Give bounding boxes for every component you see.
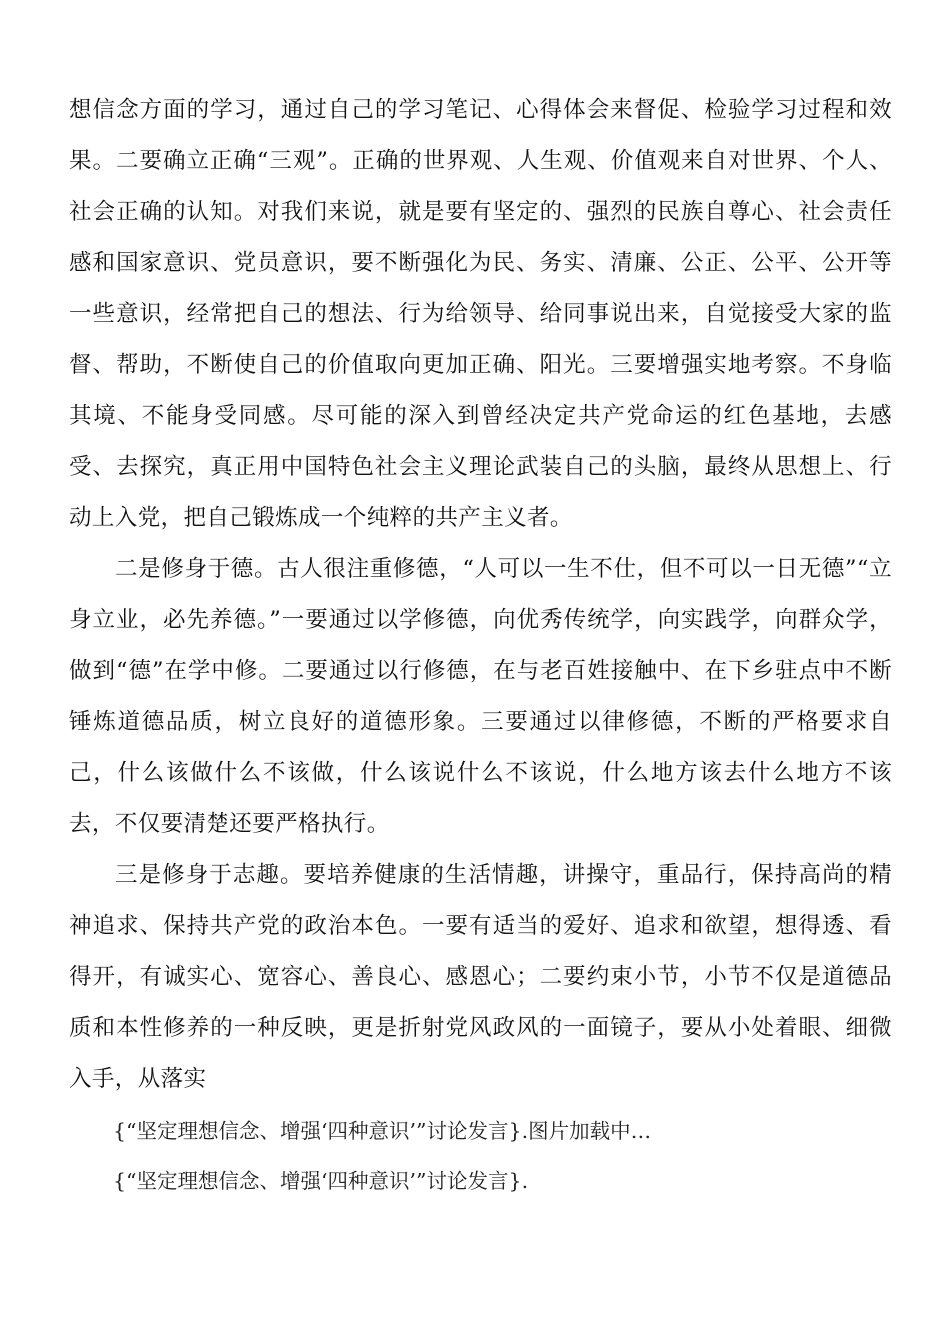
body-paragraph-continuation: 想信念方面的学习，通过自己的学习笔记、心得体会来督促、检验学习过程和效果。二要确立正确“三观”。正确的世界观、人生观、价值观来自对世界、个人、社会正确的认知。对我们来说，就是要有坚定的、强烈的民族自尊心、社会责任感和国家意识、党员意识，要不断强化为民、务实、清廉、公正、公平、公开等一些意识，经常把自己的想法、行为给领导、给同事说出来，自觉接受大家的监督、帮助，不断使自己的价值取向更加正确、阳光。三要增强实地考察。不身临其境、不能身受同感。尽可能的深入到曾经决定共产党命运的红色基地，去感受、去探究，真正用中国特色社会主义理论武装自己的头脑，最终从思想上、行动上入党，把自己锻炼成一个纯粹的共产主义者。 [69,97,892,531]
reference-line-loading: {“坚定理想信念、增强‘四种意识’”讨论发言}.图片加载中… [113,1119,652,1143]
body-paragraph-interest: 三是修身于志趣。要培养健康的生活情趣，讲操守，重品行，保持高尚的精神追求、保持共产党的政治本色。一要有适当的爱好、追求和欲望，想得透、看得开，有诚实心、宽容心、善良心、感恩心；二要约束小节，小节不仅是道德品质和本性修养的一种反映，更是折射党风政风的一面镜子，要从小处着眼、细微入手，从落实 [69,862,892,1092]
reference-line: {“坚定理想信念、增强‘四种意识’”讨论发言}. [113,1169,529,1193]
body-paragraph-virtue: 二是修身于德。古人很注重修德，“人可以一生不仕，但不可以一日无德”“立身立业，必先养德。”一要通过以学修德，向优秀传统学，向实践学，向群众学，做到“德”在学中修。二要通过以行修德，在与老百姓接触中、在下乡驻点中不断锤炼道德品质，树立良好的道德形象。三要通过以律修德，不断的严格要求自己，什么该做什么不该做，什么该说什么不该说，什么地方该去什么地方不该去，不仅要清楚还要严格执行。 [69,556,892,837]
